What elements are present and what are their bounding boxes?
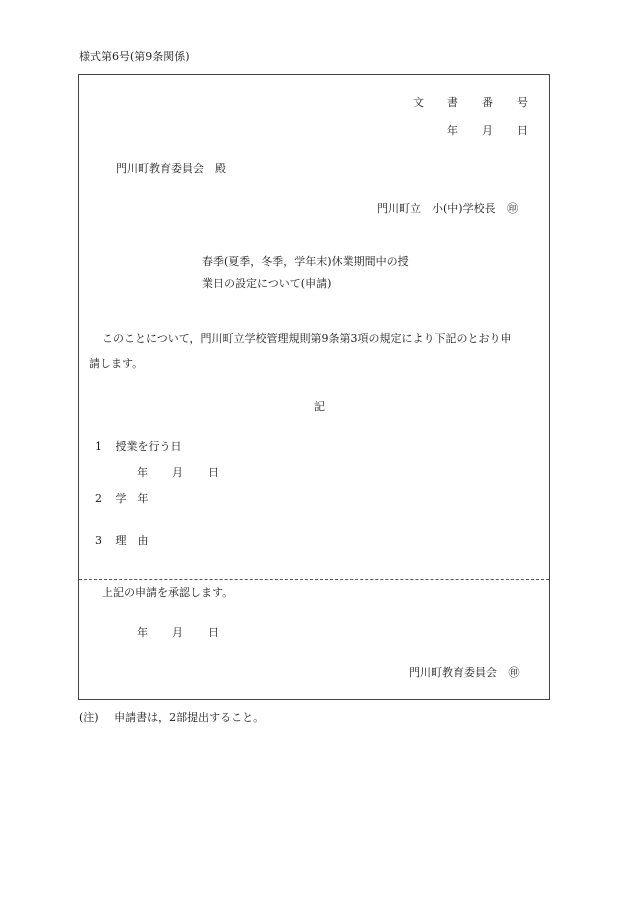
- approver-seal-icon: ㊞: [508, 666, 520, 679]
- subject-line-1: 春季(夏季，冬季，学年末)休業期間中の授: [202, 255, 409, 268]
- ki-heading: 記: [314, 400, 325, 413]
- applicant: [377, 203, 518, 214]
- doc-no-char-1: 文: [413, 96, 424, 109]
- approval-month: 月: [172, 626, 183, 639]
- item-1: [95, 441, 182, 452]
- doc-no-char-2: 書: [447, 96, 458, 109]
- applicant-seal-icon: ㊞: [507, 202, 519, 215]
- item-label: 学 年: [115, 492, 149, 505]
- date-year: 年: [447, 124, 458, 137]
- approval-year: 年: [137, 626, 148, 639]
- approval-text: 上記の申請を承認します。: [102, 586, 234, 599]
- item-2: [95, 493, 149, 504]
- item-1-year: 年: [137, 466, 148, 479]
- addressee: 門川町教育委員会 殿: [116, 162, 226, 175]
- note: [79, 712, 264, 723]
- date-day: 日: [517, 124, 528, 137]
- doc-no-char-4: 号: [517, 96, 528, 109]
- doc-no-char-3: 番: [482, 96, 493, 109]
- item-number: 1: [95, 440, 102, 453]
- approver: [409, 667, 520, 678]
- date-month: 月: [482, 124, 493, 137]
- approver-name: 門川町教育委員会: [409, 666, 497, 679]
- body-line-1: このことについて，門川町立学校管理規則第9条第3項の規定により下記のとおり申: [102, 332, 512, 345]
- body-line-2: 請します。: [89, 357, 144, 370]
- note-label: (注): [79, 711, 99, 724]
- subject-line-2: 業日の設定について(申請): [202, 277, 332, 290]
- form-label: 様式第6号(第9条関係): [79, 50, 190, 63]
- item-number: 3: [95, 534, 102, 547]
- approval-divider: [79, 579, 549, 580]
- item-label: 理 由: [115, 534, 149, 547]
- item-1-day: 日: [208, 466, 219, 479]
- note-text: 申請書は，2部提出すること。: [114, 711, 265, 724]
- item-label: 授業を行う日: [115, 440, 182, 453]
- item-1-month: 月: [172, 466, 183, 479]
- item-3: [95, 535, 149, 546]
- applicant-name: 門川町立 小(中)学校長: [377, 202, 496, 215]
- item-number: 2: [95, 492, 102, 505]
- approval-day: 日: [208, 626, 219, 639]
